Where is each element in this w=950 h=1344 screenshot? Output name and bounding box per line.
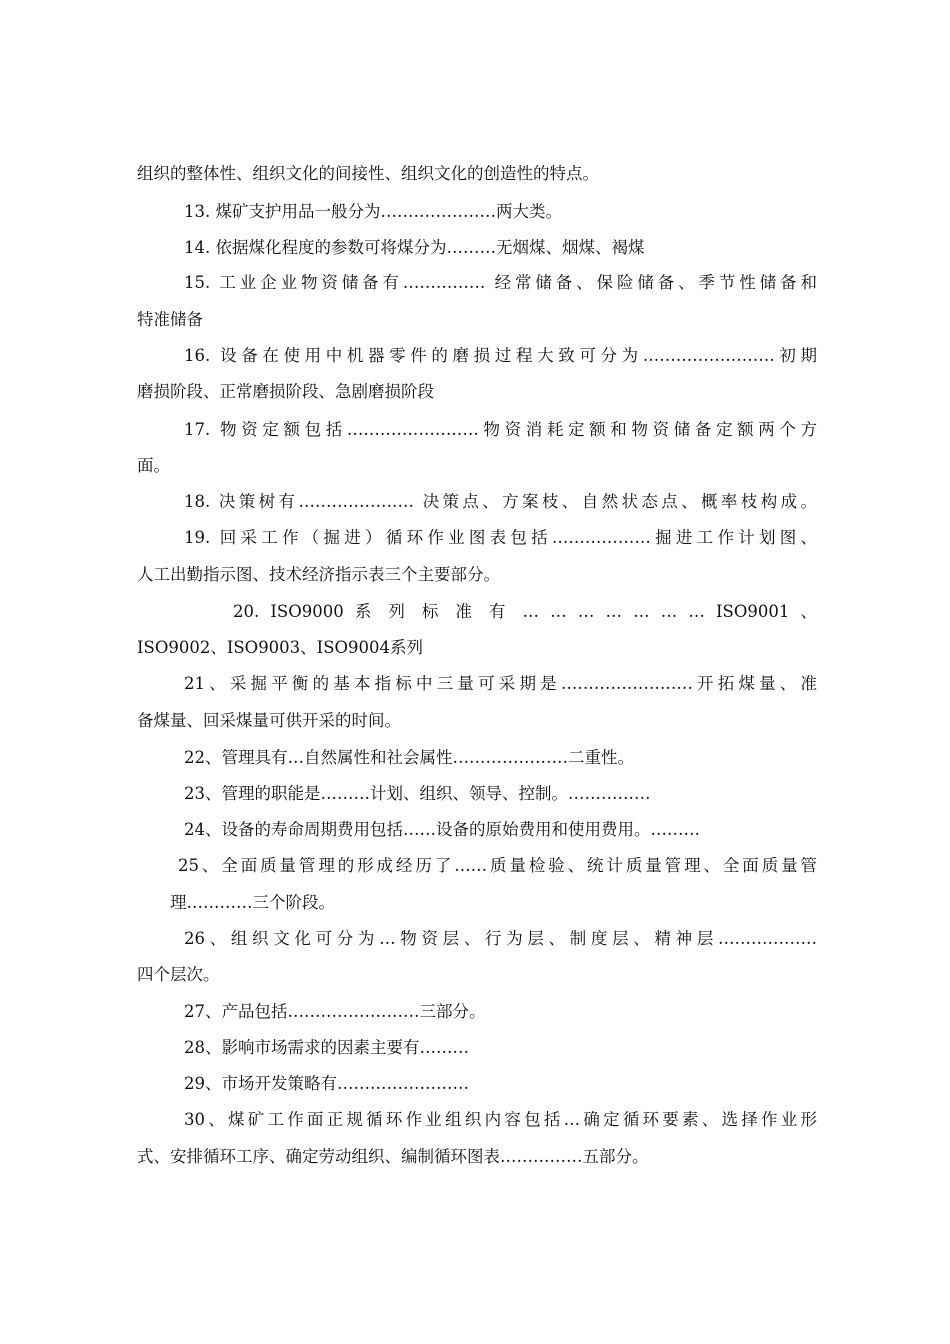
item-23-line-1: 23、管理的职能是………计划、组织、领导、控制。…………… (184, 784, 651, 803)
item-24-line-1: 24、设备的寿命周期费用包括……设备的原始费用和使用费用。……… (184, 820, 700, 839)
item-20-line-2: ISO9002、ISO9003、ISO9004系列 (137, 638, 424, 657)
item-16-line-2: 磨损阶段、正常磨损阶段、急剧磨损阶段 (137, 382, 434, 401)
text-line-1: 组织的整体性、组织文化的间接性、组织文化的创造性的特点。 (137, 164, 599, 183)
item-15-line-1: 15. 工业企业物资储备有…………… 经常储备、保险储备、季节性储备和 (184, 273, 817, 292)
item-29-line-1: 29、市场开发策略有…………………… (184, 1074, 469, 1093)
item-30-line-2: 式、安排循环工序、确定劳动组织、编制循环图表……………五部分。 (137, 1147, 649, 1166)
item-17-line-1: 17. 物资定额包括……………………物资消耗定额和物资储备定额两个方 (184, 420, 817, 439)
item-17-line-2: 面。 (137, 456, 170, 475)
item-26-line-2: 四个层次。 (137, 965, 220, 984)
item-26-line-1: 26、组织文化可分为…物资层、行为层、制度层、精神层……………… (184, 929, 817, 948)
item-30-line-1: 30、煤矿工作面正规循环作业组织内容包括…确定循环要素、选择作业形 (184, 1110, 817, 1129)
item-19-line-1: 19. 回采工作（掘进）循环作业图表包括………………掘进工作计划图、 (184, 528, 817, 547)
item-15-line-2: 特准储备 (137, 310, 203, 329)
item-25-line-2: 理…………三个阶段。 (170, 893, 335, 912)
item-22-line-1: 22、管理具有…自然属性和社会属性…………………二重性。 (184, 748, 634, 767)
item-27-line-1: 27、产品包括……………………三部分。 (184, 1002, 486, 1021)
item-21-line-1: 21、采掘平衡的基本指标中三量可采期是……………………开拓煤量、准 (184, 674, 817, 693)
item-28-line-1: 28、影响市场需求的因素主要有……… (184, 1038, 469, 1057)
item-25-line-1: 25、全面质量管理的形成经历了……质量检验、统计质量管理、全面质量管 (178, 856, 817, 875)
item-19-line-2: 人工出勤指示图、技术经济指示表三个主要部分。 (137, 565, 500, 584)
item-16-line-1: 16. 设备在使用中机器零件的磨损过程大致可分为……………………初期 (184, 346, 817, 365)
item-13-line-1: 13. 煤矿支护用品一般分为…………………两大类。 (184, 202, 562, 221)
item-18-line-1: 18. 决策树有………………… 决策点、方案枝、自然状态点、概率枝构成。 (184, 492, 817, 511)
item-20-line-1: 20. ISO9000 系 列 标 准 有 … … … … … … … ISO9001 、 (233, 602, 817, 621)
item-14-line-1: 14. 依据煤化程度的参数可将煤分为………无烟煤、烟煤、褐煤 (184, 238, 645, 257)
item-21-line-2: 备煤量、回采煤量可供开采的时间。 (137, 711, 401, 730)
